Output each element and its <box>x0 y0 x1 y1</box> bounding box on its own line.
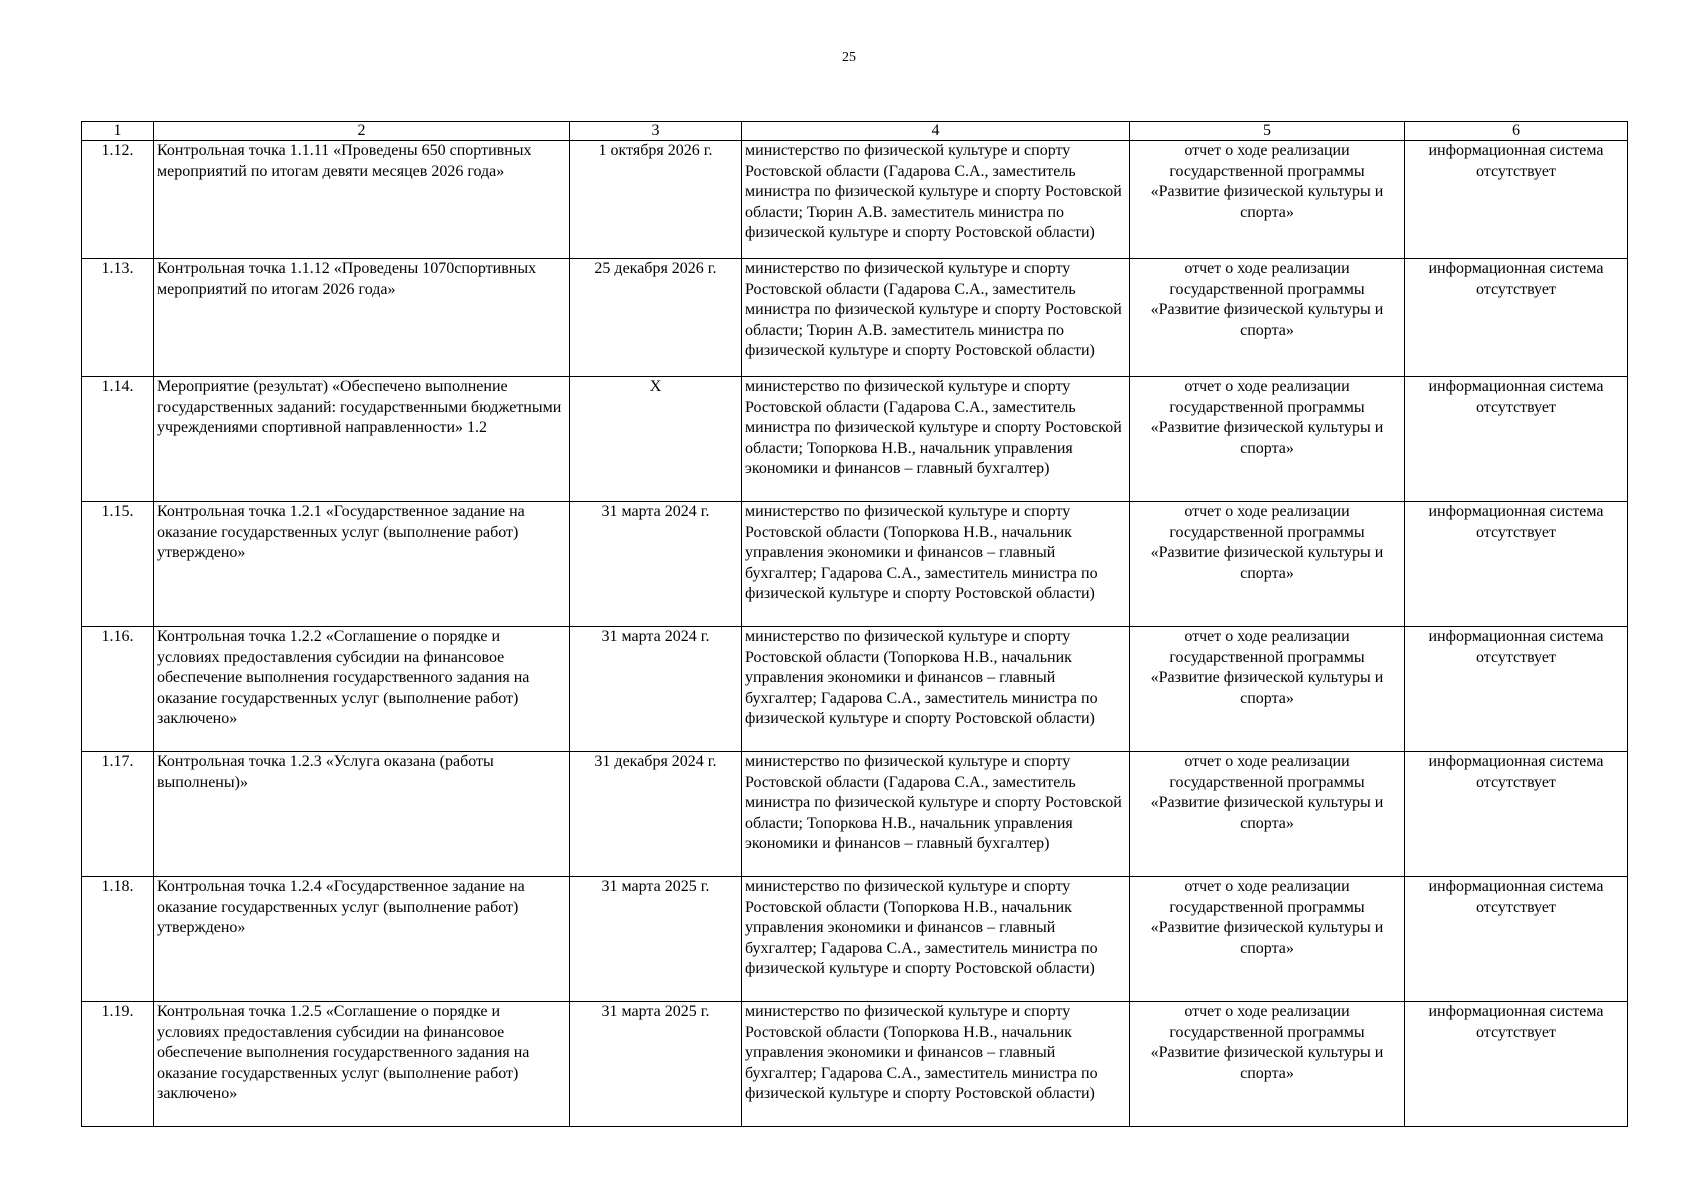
column-header-2: 2 <box>154 122 570 141</box>
deadline-date: 31 декабря 2024 г. <box>570 752 742 877</box>
information-system: информационная система отсутствует <box>1405 877 1628 1002</box>
table-row <box>82 502 1628 627</box>
confirming-document: отчет о ходе реализации государственной программы «Развитие физической культуры и спорта» <box>1130 141 1405 259</box>
table-row <box>82 259 1628 377</box>
responsible-executor: министерство по физической культуре и спорту Ростовской области (Топоркова Н.В., начальник управления экономики и финансов – главный бухгалтер; Гадарова С.А., заместитель министра по физической культуре и спорту Ростовской области) <box>742 627 1130 752</box>
deadline-date: 31 марта 2024 г. <box>570 627 742 752</box>
event-name: Контрольная точка 1.1.12 «Проведены 1070спортивных мероприятий по итогам 2026 года» <box>154 259 570 377</box>
responsible-executor: министерство по физической культуре и спорту Ростовской области (Гадарова С.А., заместитель министра по физической культуре и спорту Ростовской области; Тюрин А.В. заместитель министра по физической культуре и спорту Ростовской области) <box>742 259 1130 377</box>
event-name: Контрольная точка 1.2.2 «Соглашение о порядке и условиях предоставления субсидии на финансовое обеспечение выполнения государственного задания на оказание государственных услуг (выполнение работ) заключено» <box>154 627 570 752</box>
row-number: 1.13. <box>82 259 154 377</box>
confirming-document: отчет о ходе реализации государственной программы «Развитие физической культуры и спорта» <box>1130 627 1405 752</box>
responsible-executor: министерство по физической культуре и спорту Ростовской области (Топоркова Н.В., начальник управления экономики и финансов – главный бухгалтер; Гадарова С.А., заместитель министра по физической культуре и спорту Ростовской области) <box>742 877 1130 1002</box>
column-header-3: 3 <box>570 122 742 141</box>
page-number: 25 <box>842 50 856 65</box>
responsible-executor: министерство по физической культуре и спорту Ростовской области (Топоркова Н.В., начальник управления экономики и финансов – главный бухгалтер; Гадарова С.А., заместитель министра по физической культуре и спорту Ростовской области) <box>742 502 1130 627</box>
deadline-date: 31 марта 2024 г. <box>570 502 742 627</box>
table-row <box>82 377 1628 502</box>
column-header-6: 6 <box>1405 122 1628 141</box>
deadline-date: 31 марта 2025 г. <box>570 877 742 1002</box>
deadline-date: 1 октября 2026 г. <box>570 141 742 259</box>
information-system: информационная система отсутствует <box>1405 141 1628 259</box>
event-name: Контрольная точка 1.1.11 «Проведены 650 спортивных мероприятий по итогам девяти месяцев 2026 года» <box>154 141 570 259</box>
row-number: 1.16. <box>82 627 154 752</box>
row-number: 1.19. <box>82 1002 154 1127</box>
responsible-executor: министерство по физической культуре и спорту Ростовской области (Гадарова С.А., заместитель министра по физической культуре и спорту Ростовской области; Топоркова Н.В., начальник управления экономики и финансов – главный бухгалтер) <box>742 752 1130 877</box>
row-number: 1.14. <box>82 377 154 502</box>
event-name: Контрольная точка 1.2.4 «Государственное задание на оказание государственных услуг (выполнение работ) утверждено» <box>154 877 570 1002</box>
information-system: информационная система отсутствует <box>1405 1002 1628 1127</box>
event-name: Контрольная точка 1.2.1 «Государственное задание на оказание государственных услуг (выполнение работ) утверждено» <box>154 502 570 627</box>
column-header-5: 5 <box>1130 122 1405 141</box>
deadline-date: X <box>570 377 742 502</box>
information-system: информационная система отсутствует <box>1405 752 1628 877</box>
table-header-row <box>82 122 1628 141</box>
deadline-date: 25 декабря 2026 г. <box>570 259 742 377</box>
information-system: информационная система отсутствует <box>1405 627 1628 752</box>
confirming-document: отчет о ходе реализации государственной программы «Развитие физической культуры и спорта» <box>1130 1002 1405 1127</box>
confirming-document: отчет о ходе реализации государственной программы «Развитие физической культуры и спорта» <box>1130 377 1405 502</box>
confirming-document: отчет о ходе реализации государственной программы «Развитие физической культуры и спорта» <box>1130 502 1405 627</box>
information-system: информационная система отсутствует <box>1405 259 1628 377</box>
confirming-document: отчет о ходе реализации государственной программы «Развитие физической культуры и спорта» <box>1130 752 1405 877</box>
information-system: информационная система отсутствует <box>1405 502 1628 627</box>
column-header-4: 4 <box>742 122 1130 141</box>
column-header-1: 1 <box>82 122 154 141</box>
table-row <box>82 1002 1628 1127</box>
information-system: информационная система отсутствует <box>1405 377 1628 502</box>
responsible-executor: министерство по физической культуре и спорту Ростовской области (Гадарова С.А., заместитель министра по физической культуре и спорту Ростовской области; Топоркова Н.В., начальник управления экономики и финансов – главный бухгалтер) <box>742 377 1130 502</box>
event-name: Мероприятие (результат) «Обеспечено выполнение государственных заданий: государственными бюджетными учреждениями спортивной направленности» 1.2 <box>154 377 570 502</box>
row-number: 1.18. <box>82 877 154 1002</box>
table-row <box>82 627 1628 752</box>
event-name: Контрольная точка 1.2.5 «Соглашение о порядке и условиях предоставления субсидии на финансовое обеспечение выполнения государственного задания на оказание государственных услуг (выполнение работ) заключено» <box>154 1002 570 1127</box>
confirming-document: отчет о ходе реализации государственной программы «Развитие физической культуры и спорта» <box>1130 259 1405 377</box>
row-number: 1.12. <box>82 141 154 259</box>
responsible-executor: министерство по физической культуре и спорту Ростовской области (Топоркова Н.В., начальник управления экономики и финансов – главный бухгалтер; Гадарова С.А., заместитель министра по физической культуре и спорту Ростовской области) <box>742 1002 1130 1127</box>
row-number: 1.17. <box>82 752 154 877</box>
deadline-date: 31 марта 2025 г. <box>570 1002 742 1127</box>
responsible-executor: министерство по физической культуре и спорту Ростовской области (Гадарова С.А., заместитель министра по физической культуре и спорту Ростовской области; Тюрин А.В. заместитель министра по физической культуре и спорту Ростовской области) <box>742 141 1130 259</box>
table-row <box>82 141 1628 259</box>
table-row <box>82 752 1628 877</box>
control-points-table <box>81 121 1628 1127</box>
confirming-document: отчет о ходе реализации государственной программы «Развитие физической культуры и спорта» <box>1130 877 1405 1002</box>
table-row <box>82 877 1628 1002</box>
event-name: Контрольная точка 1.2.3 «Услуга оказана (работы выполнены)» <box>154 752 570 877</box>
row-number: 1.15. <box>82 502 154 627</box>
